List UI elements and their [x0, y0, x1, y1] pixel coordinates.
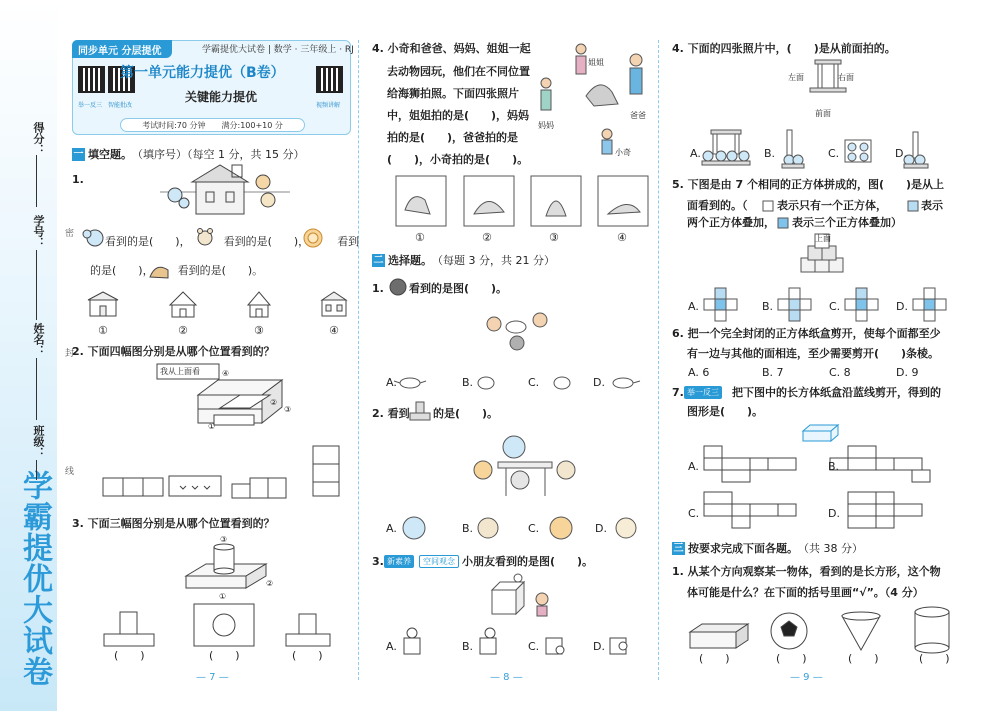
bottle-icon — [410, 402, 430, 420]
question-3: 3. 下面三幅图分别是从哪个位置看到的？ — [72, 517, 275, 530]
choice-label[interactable]: B. 7 — [762, 366, 784, 379]
option-label: ① — [98, 324, 108, 337]
option-label: ② — [482, 231, 492, 244]
answer-blank[interactable]: ( ) — [848, 652, 879, 665]
choice-label[interactable]: A. — [688, 300, 699, 313]
photo-option-d — [904, 132, 928, 168]
q1-text: 看到的是( )。 — [177, 264, 264, 277]
question-number: 7. — [672, 386, 684, 399]
qr-caption: 视频讲解 — [316, 102, 341, 109]
q4-line: 给海狮拍照。下面四张照片 — [387, 87, 519, 100]
answer-blank[interactable]: ( ) — [919, 652, 950, 665]
section-number: 二 — [373, 254, 384, 266]
choice-label[interactable]: A. — [386, 376, 397, 389]
section-number: 三 — [673, 542, 684, 554]
figure-label: 小奇 — [615, 148, 631, 157]
house-scene — [160, 165, 290, 214]
choice-label[interactable]: C. — [528, 640, 540, 653]
figure-label: 爸爸 — [630, 111, 646, 120]
q5-line: 表示三个正方体叠加） — [792, 216, 902, 229]
view-marker: ③ — [220, 535, 228, 544]
figure-label: 右面 — [838, 73, 854, 82]
cube-ball-scene — [492, 574, 548, 616]
photo-option-b — [782, 130, 804, 168]
choice-label[interactable]: A. 6 — [688, 366, 710, 379]
q1-text: 看到 — [337, 235, 360, 248]
view-marker: ② — [266, 579, 274, 588]
photo-options — [396, 176, 648, 226]
view-marker: ① — [208, 422, 216, 431]
field-name: 姓名： — [32, 323, 45, 356]
qr-caption: 智能批改 — [108, 102, 133, 109]
exam-meta: 考试时间:70 分钟 满分:100+10 分 — [120, 118, 305, 132]
question-text: 看到的是图( )。 — [409, 282, 508, 295]
answer-blank[interactable]: ( ) — [292, 649, 323, 662]
page-subtitle: 关键能力提优 — [185, 90, 258, 104]
choice-label[interactable]: B. — [462, 522, 474, 535]
object-options — [690, 607, 949, 653]
s1-line: 体可能是什么？在下面的括号里画“√”。（4 分） — [687, 586, 924, 599]
choice-label[interactable]: D. — [595, 522, 607, 535]
choice-label[interactable]: C. — [528, 522, 540, 535]
view-marker: ① — [219, 592, 227, 601]
tag-extend: 举一反三 — [684, 386, 722, 399]
tag-new-literacy: 新素养 — [384, 555, 414, 568]
view-option-4 — [313, 446, 339, 496]
answer-blank[interactable]: ( ) — [114, 649, 145, 662]
question-number: 3. — [372, 555, 384, 568]
page-title: 第一单元能力提优（B卷） — [120, 65, 285, 81]
q5-line: 面看到的。（ — [687, 199, 748, 212]
net-options — [704, 446, 930, 528]
section-note: （共 38 分） — [798, 542, 863, 555]
answer-blank[interactable]: ( ) — [209, 649, 240, 662]
view3-option-3 — [286, 614, 330, 646]
view-marker: ③ — [284, 405, 292, 414]
speech-text: 我从上面看 — [160, 367, 200, 376]
choice-label[interactable]: A. — [386, 522, 397, 535]
view-option-2 — [169, 476, 221, 496]
section-title: 按要求完成下面各题。 — [688, 542, 798, 555]
house-option-4 — [322, 292, 346, 316]
section-number: 一 — [73, 148, 84, 160]
pot-scene — [487, 313, 547, 350]
question-2: 2. 下面四幅图分别是从哪个位置看到的？ — [72, 345, 275, 358]
choice-label[interactable]: C. — [528, 376, 540, 389]
view3-option-1 — [104, 612, 154, 646]
q4-line: ( )，小奇拍的是( )。 — [387, 153, 529, 166]
question-text: 小朋友看到的是图( )。 — [462, 555, 594, 568]
q4-line: 拍的是( )，爸爸拍的是 — [387, 131, 519, 144]
field-score: 得分： — [32, 122, 45, 155]
choice-label[interactable]: D. — [896, 300, 908, 313]
pot-icon — [390, 279, 406, 295]
q5-line: 表示只有一个正方体， — [777, 199, 887, 212]
section-3-heading — [672, 540, 863, 556]
q4-line: 中，姐姐拍的是( )，妈妈 — [387, 109, 530, 122]
choice-label[interactable]: B. — [762, 300, 774, 313]
q5-line: 5. 下图是由 7 个相同的正方体拼成的，图( )是从上 — [672, 178, 945, 191]
view-option-3 — [232, 478, 286, 498]
view-option-1 — [103, 478, 163, 496]
photo-option-a — [702, 130, 750, 165]
figure-label: 妈妈 — [538, 121, 554, 130]
cut-mark: 密 — [63, 228, 73, 237]
q4-line: 4. 小奇和爸爸、妈妈、姐姐一起 — [372, 42, 531, 55]
view-marker: ④ — [222, 369, 230, 378]
q6-line: 6. 把一个完全封闭的正方体纸盒剪开，使每个面都至少 — [672, 327, 941, 340]
option-label: ③ — [254, 324, 264, 337]
q4-line: 去动物园玩，他们在不同位置 — [387, 65, 530, 78]
cut-mark: 线 — [63, 466, 73, 475]
q1-text: 的是( )， — [90, 264, 154, 277]
choice-label[interactable]: A. — [386, 640, 397, 653]
section-note: （填序号）（每空 1 分，共 15 分） — [132, 148, 305, 161]
page-number: — 7 — — [196, 672, 229, 683]
q1-text: 看到的是( )， — [223, 235, 310, 248]
q7-line: 把下图中的长方体纸盒沿蓝线剪开，得到的 — [732, 386, 941, 399]
section-2-heading — [372, 252, 555, 268]
question-4: 4. 下面的四张照片中，( )是从前面拍的。 — [672, 42, 896, 55]
choice-label[interactable]: A. — [688, 460, 699, 473]
option-label: ① — [415, 231, 425, 244]
page-number: — 9 — — [790, 672, 823, 683]
figure-label: 前面 — [815, 109, 831, 118]
answer-blank[interactable]: ( ) — [776, 652, 807, 665]
q5-line: 两个正方体叠加， — [687, 216, 775, 229]
answer-blank[interactable]: ( ) — [699, 652, 730, 665]
s1-line: 1. 从某个方向观察某一物体，看到的是长方形，这个物 — [672, 565, 941, 578]
choice-label[interactable]: C. — [828, 147, 840, 160]
field-id: 学号： — [32, 215, 45, 248]
q1-line1 — [72, 233, 359, 250]
series-label: 学霸提优大试卷 | 数学 · 三年级上 · RJ — [202, 45, 354, 55]
choice-label[interactable]: D. — [593, 376, 605, 389]
question-text: 的是( )。 — [433, 407, 499, 420]
choice-label[interactable]: C. 8 — [829, 366, 851, 379]
option-label: ② — [178, 324, 188, 337]
top-view-options — [704, 288, 946, 321]
figure-label: 左面 — [788, 73, 804, 82]
choice-label[interactable]: D. — [828, 507, 840, 520]
question-number: 1. — [72, 173, 84, 186]
section-title: 选择题。 — [388, 254, 432, 267]
house-option-2 — [170, 292, 196, 317]
figure-label: 上面 — [815, 234, 831, 243]
brand-logo: 学霸提优大试卷 — [17, 470, 52, 687]
choice-label[interactable]: C. — [829, 300, 841, 313]
choice-label[interactable]: B. — [828, 460, 840, 473]
q1-text: 看到的是( )， — [105, 235, 191, 248]
house-option-1 — [88, 292, 118, 316]
option-label: ④ — [329, 324, 339, 337]
unit-badge: 同步单元 分层提优 — [72, 40, 172, 58]
table-scene — [474, 436, 575, 496]
view3-option-2 — [194, 604, 254, 646]
view-marker: ② — [270, 398, 278, 407]
choice-label[interactable]: D. — [895, 147, 907, 160]
photo-option-c — [845, 140, 871, 162]
cylinder-on-block — [186, 544, 266, 588]
choice-label[interactable]: D. 9 — [896, 366, 919, 379]
option-label: ③ — [549, 231, 559, 244]
choice-label[interactable]: B. — [462, 376, 474, 389]
q5-line: 表示 — [921, 199, 943, 212]
cut-mark: 封 — [63, 348, 73, 357]
choice-label[interactable]: D. — [593, 640, 605, 653]
option-label: ④ — [617, 231, 627, 244]
question-number: 1. — [372, 282, 384, 295]
q1-line2 — [90, 262, 263, 279]
choice-label[interactable]: A. — [690, 147, 701, 160]
choice-label[interactable]: B. — [462, 640, 474, 653]
tag-space-concept: 空间观念 — [419, 555, 459, 568]
choice-label[interactable]: C. — [688, 507, 700, 520]
q7-line: 图形是( )。 — [687, 405, 764, 418]
section-note: （每题 3 分，共 21 分） — [432, 254, 555, 267]
section-title: 填空题。 — [88, 148, 132, 161]
choice-label[interactable]: B. — [764, 147, 776, 160]
cuboid-box — [803, 425, 838, 441]
house-option-3 — [248, 292, 270, 317]
field-class: 班级： — [32, 425, 45, 458]
page-number: — 8 — — [490, 672, 523, 683]
qr-caption: 举一反三 — [78, 102, 103, 109]
figure-label: 姐姐 — [588, 58, 604, 67]
question-text: 2. 看到 — [372, 407, 410, 420]
q6-line: 有一边与其他的面相连，至少需要剪开( )条棱。 — [687, 347, 940, 360]
